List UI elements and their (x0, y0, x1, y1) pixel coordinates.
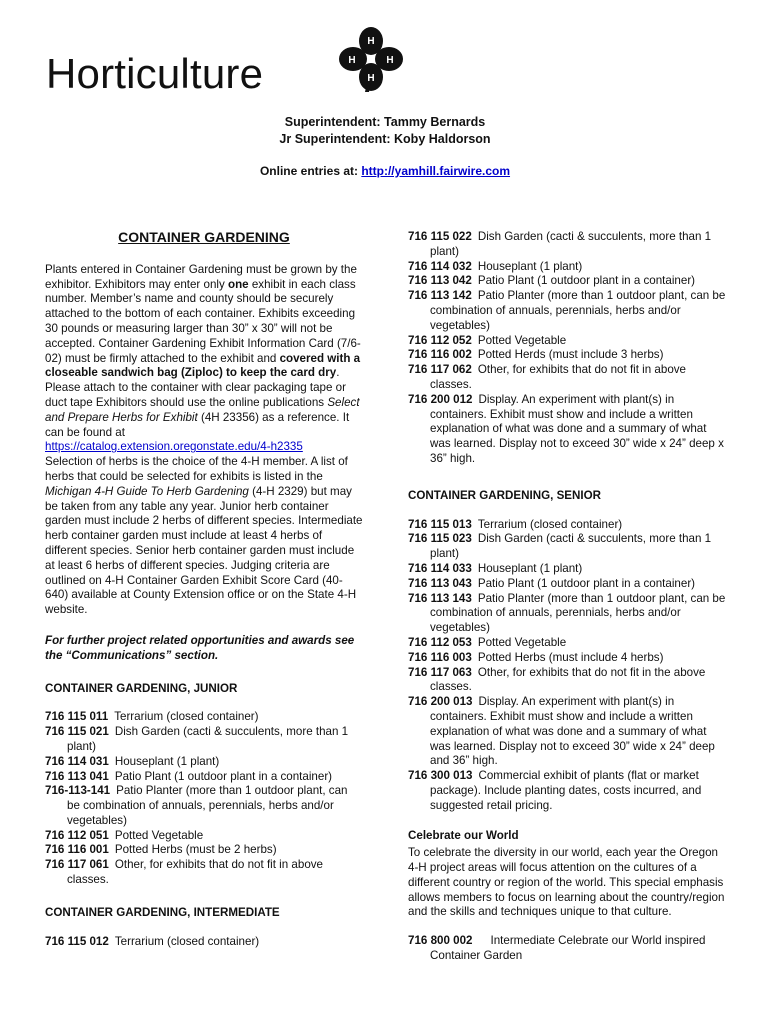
junior-list (45, 710, 363, 888)
catalog-link[interactable]: https://catalog.extension.oregonstate.edu/4-h2335 (45, 440, 303, 454)
class-code: 716 300 013 (408, 769, 473, 783)
class-text: Patio Planter (more than 1 outdoor plant, can be combination of annuals, perennials, herbs and/or vegetables) (67, 784, 348, 827)
class-text: Dish Garden (cacti & succulents, more than 1 plant) (67, 725, 349, 753)
intermediate-list (408, 230, 728, 467)
class-entry (45, 858, 363, 888)
class-entry (45, 843, 363, 858)
class-text: Patio Planter (more than 1 outdoor plant, can be combination of annuals, perennials, herbs and/or vegetables) (430, 591, 726, 635)
class-code: 716 112 051 (45, 828, 109, 842)
rules-bold-covered: covered with a closeable sandwich bag (Ziploc) to keep the card dry (45, 351, 361, 380)
class-code: 716 115 011 (45, 710, 109, 724)
class-text: Commercial exhibit of plants (flat or market package). Include planting dates, costs incurred, and suggested retail pricing. (430, 769, 702, 812)
class-entry (408, 532, 728, 562)
junior-heading: CONTAINER GARDENING, JUNIOR (45, 681, 238, 695)
class-code: 716 117 063 (408, 665, 472, 679)
class-entry (408, 518, 728, 533)
class-text: Houseplant (1 plant) (114, 754, 220, 768)
class-entry (408, 562, 728, 577)
rules-text: Plants entered in Container Gardening must be grown by the exhibitor. Exhibitors may enter only (45, 262, 357, 291)
class-code: 716 113 142 (408, 289, 472, 303)
class-code: 716 113 042 (408, 274, 472, 288)
celebrate-text: To celebrate the diversity in our world, each year the Oregon 4-H project areas will focus attention on the cultures of a different country or region of the world. This special emphasis allows members to focus on learning about the country/region and the skills and techniques unique to that culture. (408, 846, 725, 919)
class-code: 716-113-141 (45, 784, 111, 798)
senior-heading: CONTAINER GARDENING, SENIOR (408, 488, 602, 502)
class-entry (408, 230, 728, 260)
class-entry (408, 636, 728, 651)
class-code: 716 112 052 (408, 333, 472, 347)
class-entry (45, 935, 363, 950)
intermediate-heading: CONTAINER GARDENING, INTERMEDIATE (45, 905, 280, 919)
class-entry (45, 725, 363, 755)
class-code: 716 200 013 (408, 695, 473, 709)
class-entry (45, 829, 363, 844)
online-label: Online entries at: (259, 164, 362, 178)
class-text: Patio Plant (1 outdoor plant in a container) (477, 576, 696, 590)
class-text: Potted Vegetable (477, 635, 567, 649)
class-code: 716 116 003 (408, 650, 472, 664)
class-entry (408, 651, 728, 666)
class-text: Display. An experiment with plant(s) in containers. Exhibit must show and include a written explanation of what was done and a summary of what was learned. Display not to exceed 30” wide x 24” deep and 36” high. (430, 695, 715, 768)
class-code: 716 115 013 (408, 517, 472, 531)
right-column (408, 230, 728, 964)
class-entry (408, 334, 728, 349)
guide-title: Michigan 4-H Guide To Herb Gardening (45, 484, 249, 498)
class-entry (408, 695, 728, 769)
class-entry (45, 755, 363, 770)
class-code: 716 115 021 (45, 725, 109, 739)
class-code: 716 115 023 (408, 532, 472, 546)
svg-text:H: H (386, 55, 394, 66)
rules-text: . Please attach to the container with clear packaging tape or duct tape Exhibitors should use the online publications (45, 366, 346, 409)
communications-note: For further project related opportunities and awards see the “Communications” section. (45, 633, 355, 662)
online-entries-link[interactable]: http://yamhill.fairwire.com (361, 164, 511, 178)
class-entry (408, 289, 728, 333)
class-code: 716 800 002 (408, 934, 473, 948)
class-entry (408, 934, 728, 964)
class-code: 716 200 012 (408, 392, 473, 406)
class-code: 716 117 062 (408, 363, 472, 377)
online-entries (0, 163, 770, 180)
rules-text: (4H 23356) as a reference. It can be found at (45, 410, 350, 439)
class-text: Potted Herds (must include 3 herbs) (477, 348, 664, 362)
left-column (45, 230, 363, 949)
class-text: Patio Plant (1 outdoor plant in a container) (114, 769, 333, 783)
class-code: 716 114 033 (408, 561, 472, 575)
class-code: 716 117 061 (45, 858, 109, 872)
senior-list (408, 518, 728, 814)
class-entry (408, 348, 728, 363)
class-code: 716 114 031 (45, 754, 109, 768)
class-text: Terrarium (closed container) (477, 517, 623, 531)
rules-text: exhibit in each class number. Member’s name and county should be securely attached to the bottom of each container. Exhibits exceeding 30 pounds or measuring larger than 30” x 30” will not be accepted. Container Gardening Exhibit Information Card (7/6-02) must be firmly attached to the exhibit and (45, 277, 361, 365)
class-code: 716 114 032 (408, 259, 472, 273)
class-code: 716 115 012 (45, 934, 109, 948)
class-text: Patio Planter (more than 1 outdoor plant, can be combination of annuals, perennials, herbs and/or vegetables) (430, 289, 726, 332)
class-entry (408, 393, 728, 467)
section-title: CONTAINER GARDENING (118, 229, 290, 245)
class-text: Potted Herbs (must be 2 herbs) (114, 843, 277, 857)
superintendent: Superintendent: Tammy Bernards (284, 115, 486, 129)
class-code: 716 112 053 (408, 635, 472, 649)
celebrate-heading: Celebrate our World (408, 829, 519, 843)
class-entry (408, 363, 728, 393)
class-code: 716 116 001 (45, 843, 109, 857)
class-entry (408, 577, 728, 592)
class-entry (45, 784, 363, 828)
class-entry (45, 770, 363, 785)
svg-text:H: H (367, 36, 375, 47)
class-entry (408, 769, 728, 813)
class-text: Other, for exhibits that do not fit in the above classes. (430, 665, 706, 694)
class-text: Other, for exhibits that do not fit in above classes. (430, 363, 687, 391)
class-code: 716 113 043 (408, 576, 472, 590)
rules-text: (4-H 2329) but may be taken from any table any year. Junior herb container garden must include 2 herbs of different species. Intermediate herb container garden must include at least 4 herbs of different species. Senior herb container garden must include at least 6 herbs of different species. Judging criteria are outlined on 4-H Container Garden Exhibit Score Card (40-640) available at County Extension office or on the State 4-H website. (45, 484, 363, 617)
class-entry (408, 274, 728, 289)
rules-paragraph (45, 263, 363, 618)
class-text: Dish Garden (cacti & succulents, more than 1 plant) (430, 230, 712, 258)
class-entry (408, 260, 728, 275)
class-text: Potted Vegetable (114, 828, 204, 842)
4-h-clover-icon (336, 24, 406, 94)
publication-title: Select and Prepare Herbs for Exhibit (45, 395, 360, 424)
superintendents (0, 114, 770, 148)
class-code: 716 116 002 (408, 348, 472, 362)
rules-text: Selection of herbs is the choice of the 4-H member. A list of herbs that could be selected for exhibits is listed in the (45, 455, 348, 483)
class-text: Houseplant (1 plant) (477, 561, 583, 575)
class-text: Houseplant (1 plant) (477, 259, 583, 273)
class-text: Terrarium (closed container) (114, 710, 259, 724)
class-code: 716 113 041 (45, 769, 109, 783)
class-entry (408, 592, 728, 636)
class-code: 716 113 143 (408, 591, 472, 605)
class-code: 716 115 022 (408, 230, 472, 243)
class-text: Potted Herbs (must include 4 herbs) (477, 650, 664, 664)
page-title: Horticulture (46, 50, 264, 97)
svg-text:H: H (348, 55, 356, 66)
class-text: Intermediate Celebrate our World inspired Container Garden (430, 934, 706, 963)
class-text: Dish Garden (cacti & succulents, more than 1 plant) (430, 532, 712, 561)
class-text: Patio Plant (1 outdoor plant in a container) (477, 274, 696, 288)
jr-superintendent: Jr Superintendent: Koby Haldorson (279, 132, 491, 146)
class-text: Display. An experiment with plant(s) in containers. Exhibit must show and include a written explanation of what was done and a summary of what was learned. Display not to exceed 30” wide x 24” deep x 36” high. (430, 392, 724, 465)
rules-bold-one: one (228, 277, 249, 291)
class-entry (45, 710, 363, 725)
class-text: Potted Vegetable (477, 333, 567, 347)
class-entry (408, 666, 728, 696)
class-text: Other, for exhibits that do not fit in above classes. (67, 858, 324, 887)
class-text: Terrarium (closed container) (114, 934, 260, 948)
svg-text:H: H (367, 73, 375, 84)
